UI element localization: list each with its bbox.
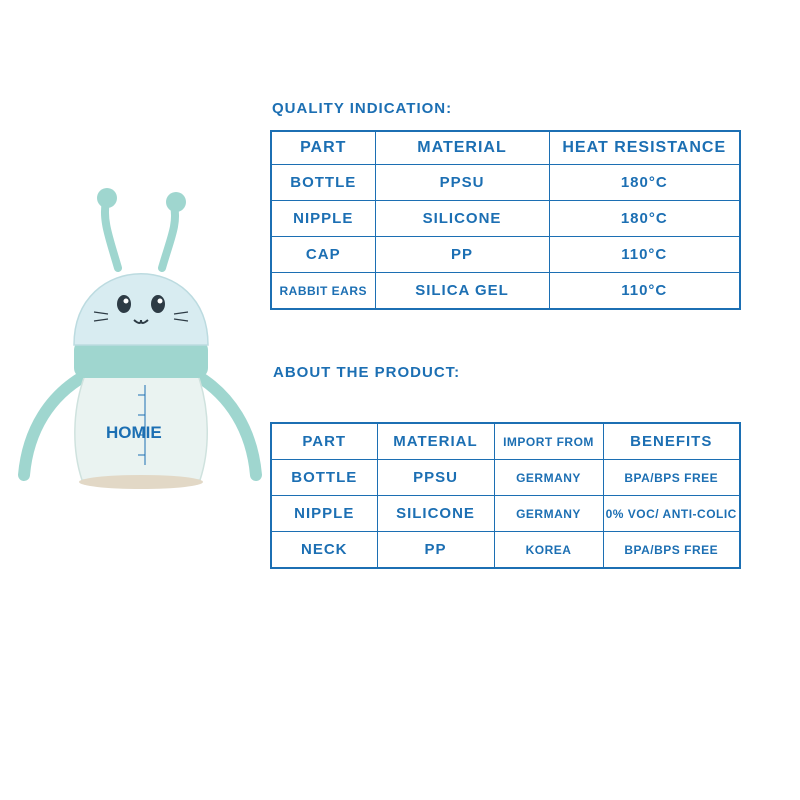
table-row bbox=[271, 273, 740, 310]
cell-benefits: BPA/BPS FREE bbox=[603, 532, 740, 569]
table-row bbox=[271, 201, 740, 237]
header-heat-resistance: HEAT RESISTANCE bbox=[549, 131, 740, 165]
cell-material: PPSU bbox=[377, 460, 494, 496]
cell-heat: 110°C bbox=[549, 273, 740, 310]
cell-material: PP bbox=[375, 237, 549, 273]
about-section-title: ABOUT THE PRODUCT: bbox=[273, 364, 461, 381]
cell-import: GERMANY bbox=[494, 496, 603, 532]
cell-benefits: BPA/BPS FREE bbox=[603, 460, 740, 496]
quality-table bbox=[270, 130, 741, 310]
cell-part: RABBIT EARS bbox=[271, 273, 375, 310]
baby-bottle-image bbox=[10, 180, 270, 510]
cell-part: BOTTLE bbox=[271, 165, 375, 201]
cell-heat: 180°C bbox=[549, 201, 740, 237]
cell-benefits: 0% VOC/ ANTI-COLIC bbox=[603, 496, 740, 532]
table-row bbox=[271, 237, 740, 273]
cell-material: PPSU bbox=[375, 165, 549, 201]
header-part: PART bbox=[271, 423, 377, 460]
header-part: PART bbox=[271, 131, 375, 165]
quality-section-title: QUALITY INDICATION: bbox=[272, 100, 453, 117]
header-benefits: BENEFITS bbox=[603, 423, 740, 460]
table-row bbox=[271, 460, 740, 496]
table-header-row bbox=[271, 423, 740, 460]
cell-part: NIPPLE bbox=[271, 496, 377, 532]
cell-part: CAP bbox=[271, 237, 375, 273]
table-row bbox=[271, 496, 740, 532]
about-table bbox=[270, 422, 741, 569]
brand-logo: HOMIE bbox=[106, 423, 162, 442]
cell-material: SILICONE bbox=[375, 201, 549, 237]
table-header-row bbox=[271, 131, 740, 165]
table-row bbox=[271, 532, 740, 569]
cell-import: KOREA bbox=[494, 532, 603, 569]
header-import-from: IMPORT FROM bbox=[494, 423, 603, 460]
header-material: MATERIAL bbox=[375, 131, 549, 165]
cell-part: BOTTLE bbox=[271, 460, 377, 496]
cell-part: NIPPLE bbox=[271, 201, 375, 237]
cell-import: GERMANY bbox=[494, 460, 603, 496]
cell-heat: 180°C bbox=[549, 165, 740, 201]
cell-material: PP bbox=[377, 532, 494, 569]
table-row bbox=[271, 165, 740, 201]
cell-part: NECK bbox=[271, 532, 377, 569]
cell-material: SILICA GEL bbox=[375, 273, 549, 310]
header-material: MATERIAL bbox=[377, 423, 494, 460]
cell-heat: 110°C bbox=[549, 237, 740, 273]
cell-material: SILICONE bbox=[377, 496, 494, 532]
